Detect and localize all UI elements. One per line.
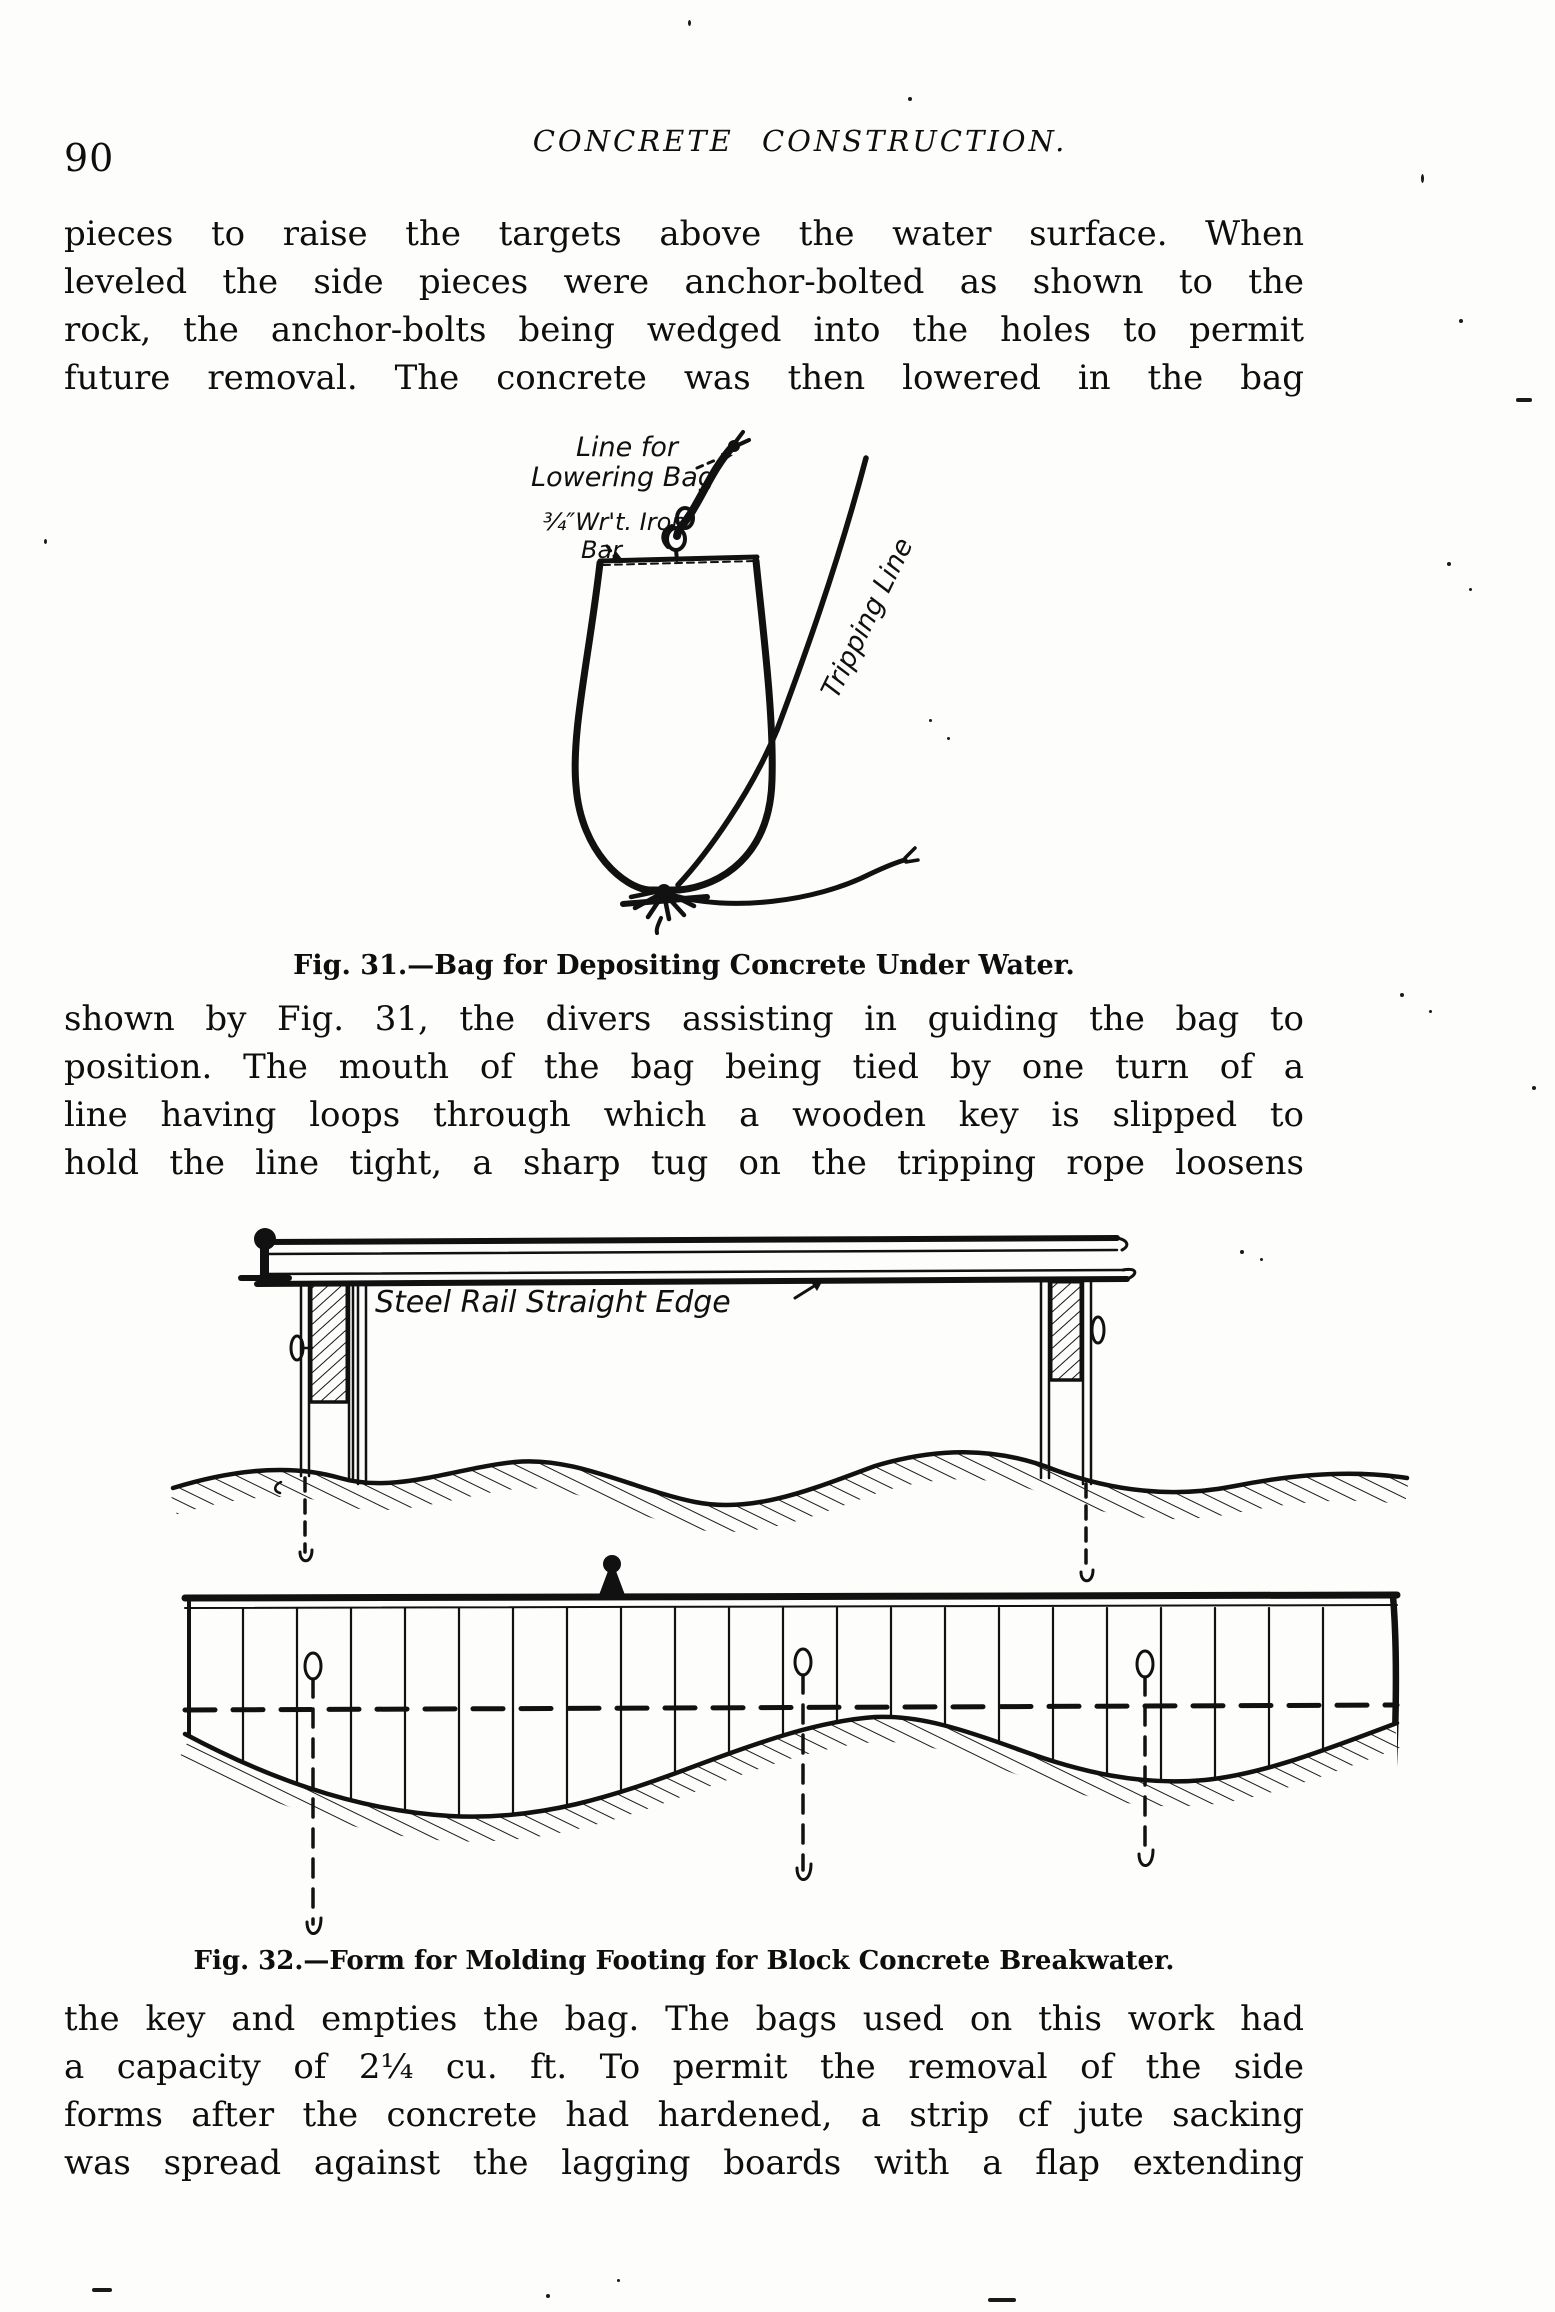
- scan-speck: [546, 2294, 550, 2298]
- text-line: the key and empties the bag. The bags used on this work had: [64, 1999, 1304, 2039]
- label-tripping-line: Tripping Line: [815, 533, 920, 704]
- text-line: pieces to raise the targets above the water surface. When: [64, 214, 1304, 254]
- scan-speck: [1400, 993, 1404, 997]
- figure-32-caption: Fig. 32.—Form for Molding Footing for Block Concrete Breakwater.: [193, 1946, 1175, 1976]
- scan-speck: [1459, 319, 1463, 323]
- scan-speck: [688, 20, 691, 26]
- bag-outline: [575, 561, 772, 890]
- label-iron-bar-1: ¾″Wr't. Iron: [543, 508, 687, 536]
- text-line: leveled the side pieces were anchor-bolted as shown to the: [64, 262, 1304, 302]
- paragraph-1: [64, 210, 1304, 402]
- figure-32-illustration: [165, 1226, 1415, 1950]
- text-line: rock, the anchor-bolts being wedged into the holes to permit: [64, 310, 1304, 350]
- scan-speck: [1240, 1250, 1244, 1254]
- text-line: hold the line tight, a sharp tug on the tripping rope loosens: [64, 1143, 1304, 1183]
- figure-31-caption: Fig. 31.—Bag for Depositing Concrete Under Water.: [293, 950, 1075, 981]
- left-form-post: [275, 1284, 366, 1561]
- paragraph-3: [64, 1995, 1304, 2187]
- steel-rail-straight-edge-beam: [257, 1238, 1135, 1284]
- right-form-post: [1041, 1282, 1104, 1581]
- figure-31-illustration: [385, 418, 945, 963]
- page-number: 90: [64, 136, 115, 180]
- text-line: a capacity of 2¼ cu. ft. To permit the removal of the side: [64, 2047, 1304, 2087]
- scan-speck: [947, 737, 950, 740]
- scan-speck: [617, 2279, 620, 2282]
- scan-speck: [1447, 562, 1451, 566]
- iron-bar: [600, 557, 757, 565]
- scan-speck: [1260, 1258, 1263, 1261]
- paragraph-2: [64, 995, 1304, 1187]
- form-elevation: [185, 1555, 1397, 1950]
- label-steel-rail: Steel Rail Straight Edge: [375, 1285, 731, 1320]
- text-line: position. The mouth of the bag being tied by one turn of a: [64, 1047, 1304, 1087]
- scan-speck: [1532, 1086, 1536, 1090]
- label-iron-bar-2: Bar: [581, 536, 623, 564]
- scan-speck: [1516, 398, 1532, 402]
- scan-speck: [1469, 588, 1472, 591]
- scan-speck: [92, 2288, 112, 2292]
- text-line: shown by Fig. 31, the divers assisting in guiding the bag to: [64, 999, 1304, 1039]
- text-line: future removal. The concrete was then lowered in the bag: [64, 358, 1304, 398]
- running-header: CONCRETE CONSTRUCTION.: [532, 124, 1068, 158]
- tied-mouth-key: [623, 884, 707, 933]
- scan-speck: [44, 539, 47, 544]
- text-line: forms after the concrete had hardened, a strip cf jute sacking: [64, 2095, 1304, 2135]
- label-line-for: Line for: [576, 432, 678, 463]
- text-line: line having loops through which a wooden key is slipped to: [64, 1095, 1304, 1135]
- scan-speck: [988, 2298, 1016, 2302]
- scan-speck: [1429, 1010, 1432, 1013]
- scan-speck: [908, 97, 912, 101]
- label-lowering-bag: Lowering Bag: [531, 462, 715, 493]
- text-line: was spread against the lagging boards with a flap extending: [64, 2143, 1304, 2183]
- scan-speck: [1421, 174, 1424, 183]
- scan-speck: [929, 719, 932, 722]
